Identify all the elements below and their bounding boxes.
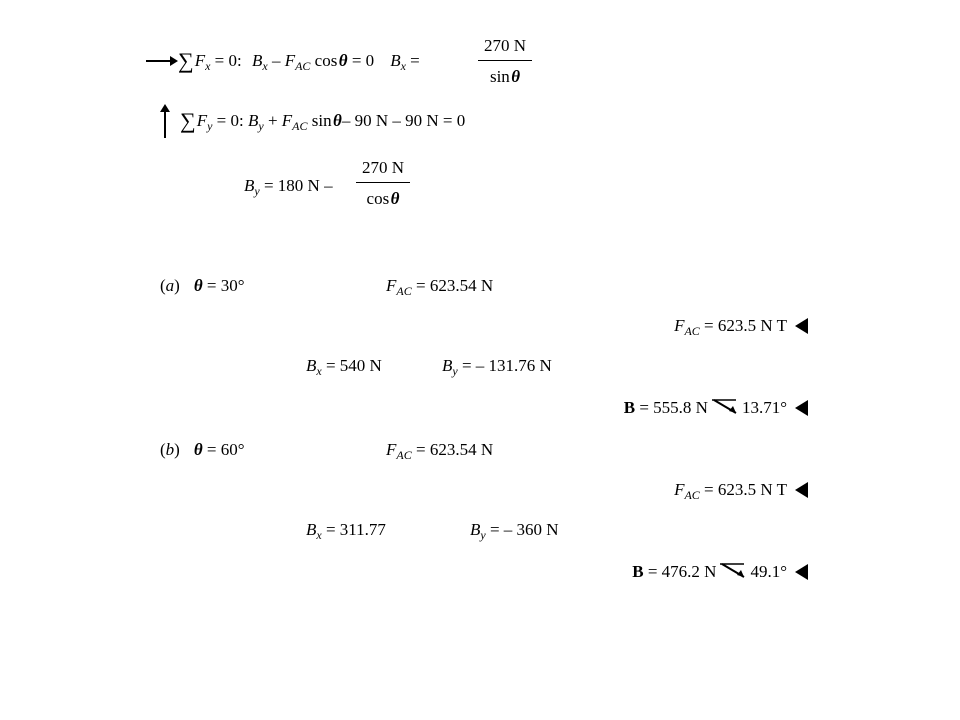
equation-by: $B_y = 180$ N – bbox=[244, 176, 333, 198]
part-b-theta: (b) θ = 60° bbox=[160, 440, 245, 459]
equation-sum-fx: $\sum F_x = 0$: $B_x - F_{AC}$ cos θ = 0 $B_x$ = bbox=[178, 48, 420, 73]
sigma-symbol: ∑ bbox=[178, 48, 194, 73]
up-arrow-icon bbox=[160, 104, 170, 138]
part-a-by: $B_y$ = – 131.76 N bbox=[442, 356, 552, 378]
angle-direction-icon bbox=[712, 399, 740, 417]
part-a-result-fac: $F_{AC} = 623.5$ N T bbox=[674, 316, 808, 336]
part-b-bx: $B_x = 311.77$ bbox=[306, 520, 386, 542]
sigma-symbol: ∑ bbox=[180, 108, 196, 133]
part-b-result-b: B = 476.2 N 49.1° bbox=[632, 562, 808, 582]
fraction-bx: 270 N sin θ bbox=[478, 36, 532, 87]
left-triangle-icon bbox=[795, 400, 808, 416]
part-b-fac: $F_{AC} = 623.54$ N bbox=[386, 440, 494, 462]
part-a-result-b: B = 555.8 N 13.71° bbox=[624, 398, 808, 418]
fraction-by: 270 N cos θ bbox=[356, 158, 410, 209]
right-arrow-icon bbox=[146, 56, 178, 66]
left-triangle-icon bbox=[795, 482, 808, 498]
part-a-fac: $F_{AC} = 623.54$ N bbox=[386, 276, 494, 298]
part-b-by: $B_y$ = – 360 N bbox=[470, 520, 559, 542]
part-b-result-fac: $F_{AC} = 623.5$ N T bbox=[674, 480, 808, 500]
angle-direction-icon bbox=[720, 563, 748, 581]
left-triangle-icon bbox=[795, 318, 808, 334]
part-a-theta: (a) θ = 30° bbox=[160, 276, 245, 295]
part-a-bx: $B_x = 540$ N bbox=[306, 356, 382, 378]
equation-sum-fy: $\sum F_y = 0$: $B_y + F_{AC}$ sin θ– 90 N – 90 N = 0 bbox=[180, 108, 466, 133]
left-triangle-icon bbox=[795, 564, 808, 580]
